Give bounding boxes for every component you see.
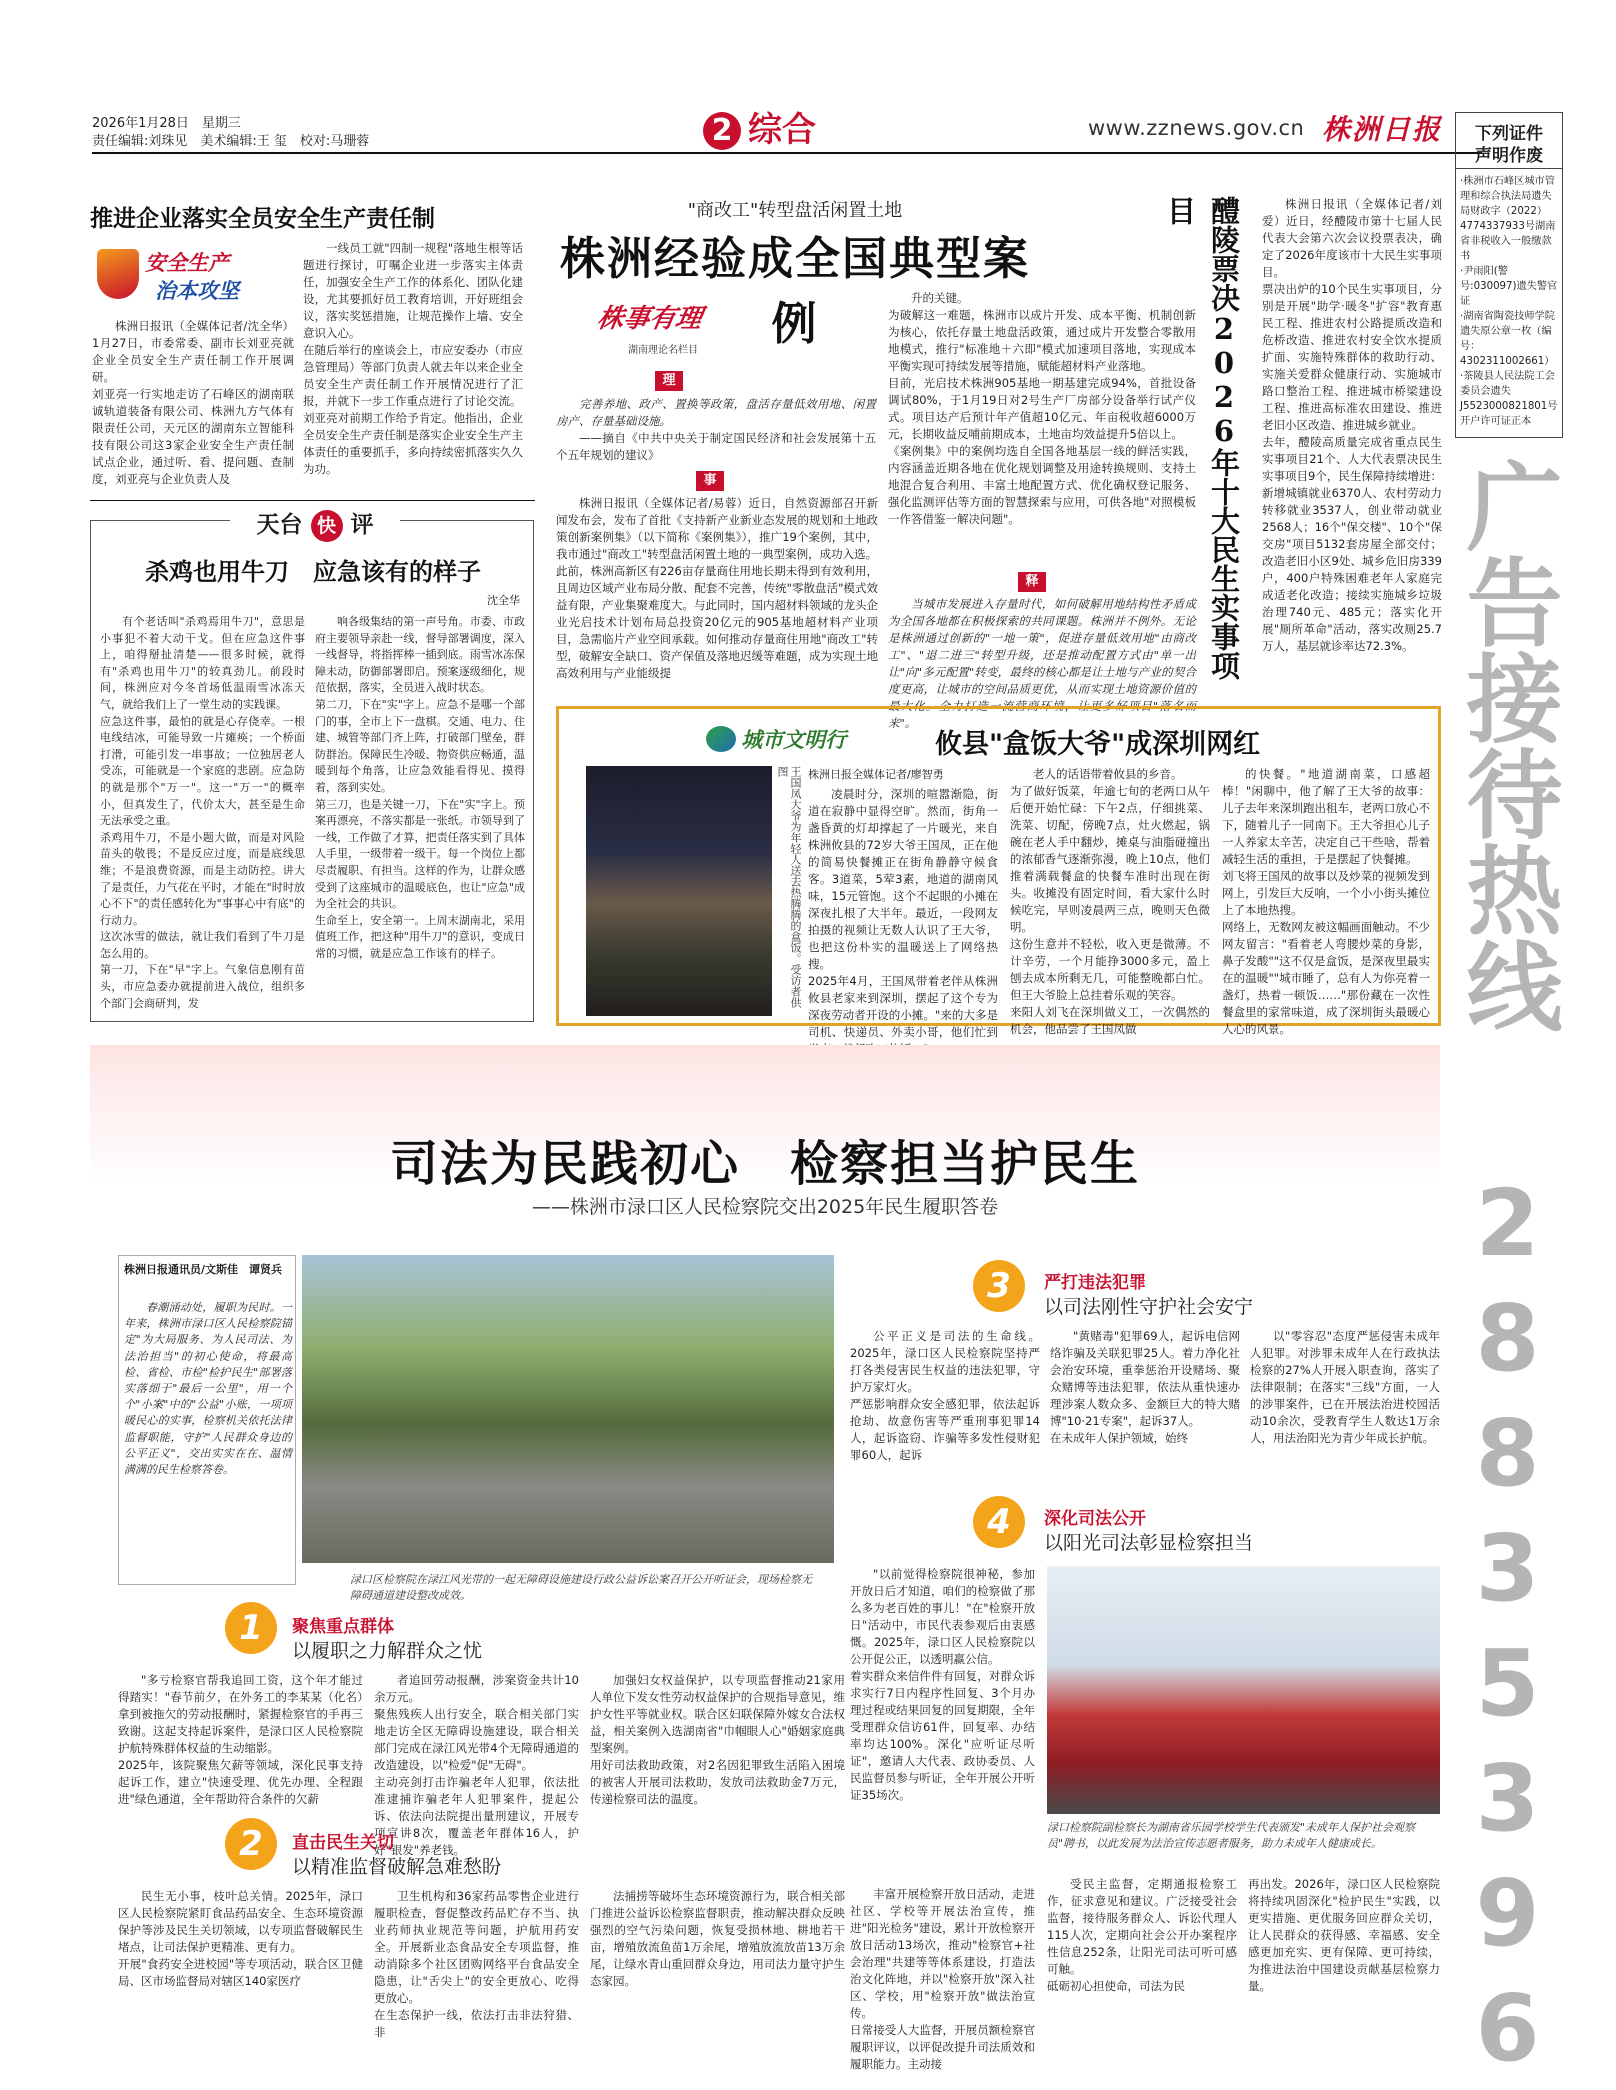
wenming-body-col1: 凌晨时分，深圳的喧嚣渐隐，街道在寂静中显得空旷。然而，街角一盏昏黄的灯却撑起了一片暖光，来自株洲攸县的72岁大爷王国凤，正在他的简易快餐摊正在街角静静守候食客。3道菜，5荤3素，地道的湖南风味，15元管饱。这个不起眼的小摊在深夜扎根了大半年。最近，一段网友拍摄的视频让无数人认识了王大爷，也把这份朴实的温暖送上了网络热搜。 2025年4月，王国凤带着老伴从株洲攸县老家来到深圳，摆起了这个专为深夜劳动者开设的小摊。"来的大多是司机、快递员、外卖小哥，他们忙到 <box>808 787 998 1039</box>
liling-body: 株洲日报讯（全媒体记者/刘爱）近日，经醴陵市第十七届人民代表大会第六次会议投票表决，确定了2026年度该市十大民生实事项目。 票决出炉的10个民生实事项目，分别是开展"助学·暖冬"扩容"教育惠民工程、推进农村公路提质改造和危桥改造、推进农村安全饮水提质扩面、实施特殊群体的救助行动、实施关爱群众健康行动、实施城市路口整治工程、推进城市桥梁建设工程、推进高标准农田建设、推进老旧小区改造、推进城乡就业。 去年，醴陵高质量完成省重点民生实事项目21个、人大代表票决民生实事项目9个，民生保障持续增进：新增城镇就业6370人、农村劳动力转移就业3537人，创业带动就业2568人；16个"保交楼"、10个"保交房"项目5132套房屋全部交付；改造老旧小区9处、城乡危旧房339户，400户特殊困难老年人家庭完成适老化改造；接续实施城乡垃圾治理740元、485元；落实化开展"厕所革命"活动，落实改厕25.7万人，基层就诊率达72.3%。 <box>1262 197 1442 653</box>
column-logo-text: 株事有理 <box>594 304 705 334</box>
section1-number: 1 <box>225 1602 277 1654</box>
section2-body-col3: 法捕捞等破坏生态环境资源行为，联合相关部门推进公益诉讼检察监督职责，推动解决群众反映强烈的空气污染问题，恢复受损林地、耕地若干亩，增殖放流鱼苗1万余尾，增殖放流放苗13万余尾，让绿水青山重回群众身边，用司法力量守护生态家园。 <box>590 1889 845 1988</box>
section2-body-col2: 卫生机构和36家药品零售企业进行履职检查，督促整改药品贮存不当、执业药师执业规范等问题，护航用药安全。开展新业态食品安全专项监督，推动消除多个社区团购网络平台食品安全隐患，让"舌尖上"的安全更放心、吃得更放心。 在生态保护一线，依法打击非法狩猎、非 <box>374 1889 579 2039</box>
section4-body-col1: "以前觉得检察院很神秘，参加开放日后才知道，咱们的检察做了那么多为老百姓的事儿！"在"检察开放日"活动中，市民代表参观后由衷感慨。2025年，渌口区人民检察院以公开促公正，以透明赢公信。 着实群众来信件件有回复，对群众诉求实行7日内程序性回复、3个月办理过程或结果回复的回复期限，全年受理群众信访61件，回复率、办结率均达100%。深化"应听证尽听证"，邀请人大代表、政协委员、人民监督员参与听证，全年开展公开听证35场次。 <box>850 1567 1035 1802</box>
notice-title-line2: 声明作废 <box>1456 141 1562 169</box>
tiantai-logo-end: 评 <box>350 511 374 538</box>
wenming-photo-caption: 王国凤大爷为年轻人送去热腾腾的盒饭。受访者供图 <box>776 766 802 1008</box>
section4-photo <box>1047 1566 1440 1814</box>
section3-body-col2: "黄赌毒"犯罪69人，起诉电信网络诈骗及关联犯罪25人。着力净化社会治安环境，重拳惩治开设赌场、聚众赌博等违法犯罪，依法从重快速办理涉案人数众多、金额巨大的特大赌博"10·21专案"，起诉37人。 在未成年人保护领域，始终 <box>1050 1329 1240 1445</box>
jiancha-intro: 春潮涌动处，履职为民时。一年来，株洲市渌口区人民检察院锚定"为大局服务、为人民司法、为法治担当"的初心使命，将最高检、省检、市检"检护民生"部署落实落细于"最后一公里"，用一个个"小案"中的"公益"小账，一项项暖民心的实事，检察机关依托法律监督职能，守护"人民群众身边的公平正义"，交出实实在在、温情满满的民生检察答卷。 <box>124 1301 292 1477</box>
section2-body-col1: 民生无小事，枝叶总关情。2025年，渌口区人民检察院紧盯食品药品安全、生态环境资源保护等涉及民生关切领域，以专项监督破解民生堵点，让司法保护更精准、更有力。 开展"食药安全进校园"等专项活动，联合区卫健局、区市场监督局对辖区140家医疗 <box>118 1889 363 1988</box>
wenming-headline: 攸县"盒饭大爷"成深圳网红 <box>935 729 1261 760</box>
page-editors: 责任编辑:刘珠见 美术编辑:王 玺 校对:马珊蓉 <box>92 134 370 149</box>
wenming-logo-text: 城市文明行 <box>741 728 847 752</box>
page-number: 2 <box>711 113 733 148</box>
tiantai-author: 沈全华 <box>487 594 520 607</box>
safety-headline: 推进企业落实全员安全生产责任制 <box>90 206 435 232</box>
section2-title: 直击民生关切 <box>292 1833 394 1853</box>
section4-title: 深化司法公开 <box>1044 1509 1146 1529</box>
section3-title: 严打违法犯罪 <box>1044 1273 1146 1293</box>
tiantai-logo <box>230 506 400 546</box>
ad-hotline-number[interactable]: 28835396 <box>1454 1170 1561 2090</box>
section1-title: 聚焦重点群体 <box>292 1617 394 1637</box>
safety-body-col1: 株洲日报讯（全媒体记者/沈全华）1月27日，市委常委、副市长刘亚亮就企业全员安全生产责任制工作开展调研。 刘亚亮一行实地走访了石峰区的湖南联诚轨道装备有限公司、株洲九方气体有限责任公司，天元区的湖南东立智能科技有限公司这3家企业安全生产责任制试点企业，通过听、看、提问题、查制度，刘亚亮与企业负责人及 <box>92 319 294 486</box>
section4-body-col4: 再出发。2026年，渌口区人民检察院将持续巩固深化"检护民生"实践，以更实措施、更优服务回应群众关切，让人民群众的获得感、幸福感、安全感更加充实、更有保障、更可持续，为推进法治中国建设贡献基层检察力量。 <box>1248 1877 1440 1993</box>
main-quote: 完善养地、政产、置换等政策，盘活存量低效用地、闲置房产、存量基础设施。 <box>556 397 876 428</box>
city-civility-icon <box>706 726 736 752</box>
section1-body-col2: 者追回劳动报酬，涉案资金共计10余万元。 聚焦残疾人出行安全，联合相关部门实地走访全区无障碍设施建设，联合相关部门完成在渌江风光带4个无障碍通道的改造建设，以"检爱"促"无碍"。 主动亮剑打击诈骗老年人犯罪，依法批准逮捕诈骗老年人犯罪案件，提起公诉、依法向法院提出量刑建议，开展专项宣讲8次，覆盖老年群体16人，护好"银发"养老钱。 <box>374 1673 579 1857</box>
section2-subtitle: 以精准监督破解急难愁盼 <box>292 1856 502 1878</box>
banner-subtitle: ——株洲市渌口区人民检察院交出2025年民生履职答卷 <box>531 1196 999 1218</box>
section1-body-col1: "多亏检察官帮我追回工资，这个年才能过得踏实！"春节前夕，在外务工的李某某（化名）拿到被拖欠的劳动报酬时，紧握检察官的手再三致谢。这起支持起诉案件，是渌口区人民检察院护航特殊群体权益的生动缩影。 2025年，该院聚焦欠薪等领域，深化民事支持起诉工作，建立"快速受理、优先办理、全程跟进"绿色通道，全年帮助符合条件的欠薪 <box>118 1673 363 1806</box>
tiantai-logo-start: 天台 <box>256 511 303 538</box>
section3-body-col3: 以"零容忍"态度严惩侵害未成年人犯罪。对涉罪未成年人在行政执法检察的27%人开展入职查询，落实了法律限制；在落实"三线"方面，一人的涉罪案件，已在开展法治进校园活动10余次，受教育学生人数达1万余人，用法治阳光为青少年成长护航。 <box>1250 1329 1440 1445</box>
section1-body-col3: 加强妇女权益保护，以专项监督推动21家用人单位下发女性劳动权益保护的合规指导意见，维护女性平等就业权。联合区妇联保障外嫁女合法权益，相关案例入选湖南省"巾帼眼人心"婚姻家庭典型案例。 用好司法救助政策，对2名因犯罪致生活陷入困境的被害人开展司法救助，发放司法救助金7万元，传递检察司法的温度。 <box>590 1673 845 1806</box>
tiantai-body-col2: 响各级集结的第一声号角。市委、市政府主要领导亲赴一线，督导部署调度，深入一线督导，将指挥棒一插到底。雨雪冰冻保障未动，防御部署即启。预案逐级细化，规范依据，落实，全员进入战时状态。 第二刀，下在"实"字上。应急不是哪一个部门的事，全市上下一盘棋。交通、电力、住建、城管等部门齐上阵，打破部门壁垒，群防群治。保障民生冷暖、物资供应畅通，温暖到每个角落，让应急效能看得见、摸得着，落到实处。 第三刀，也是关键一刀，下在"实"字上。预案再漂亮，不落实都是一张纸。市领导到了一线，工作做了才算，把责任落实到了具体人手里，一级带着一级干。每一个岗位上都尽责履职、有担当。这样的作为，让群众感受到了这座城市的温暖底色，也让"应急"成为全社会的共识。 生命至上，安全第一。上周末湖南北，采用值班工作，把这种"用牛刀"的意识，变成日常的习惯，就是应急工作该有的样子。 <box>315 615 525 960</box>
section3-body-col1: 公平正义是司法的生命线。2025年，渌口区人民检察院坚持严打各类侵害民生权益的违法犯罪，守护万家灯火。 严惩影响群众安全感犯罪，依法起诉抢劫、故意伤害等严重刑事犯罪14人，起诉盗窃、诈骗等多发性侵财犯罪60人，起诉 <box>850 1329 1040 1462</box>
tiantai-body-col1: 有个老话叫"杀鸡焉用牛刀"，意思是小事犯不着大动干戈。但在应急这件事上，咱得掰扯清楚——很多时候，就得有"杀鸡也用牛刀"的较真劲儿。前段时间，株洲应对今冬首场低温雨雪冰冻天气，就给我们上了一堂生动的实践课。 应急这件事，最怕的就是心存侥幸。一根电线结冰，可能导致一片瘫痪；一个桥面打滑，可能引发一串事故；一位独居老人受冻，可能就是一个家庭的悲剧。应急防的就是那个"万一"。这一"万一"的概率小，但真发生了，代价太大，甚至是生命无法承受之重。 杀鸡用牛刀，不是小题大做，而是对风险苗头的敬畏；不是反应过度，而是底线思维；不是浪费资源，而是主动防控。讲大了是责任，力气花在平时，才能在"时时放心不下"的责任感转化为"事事心中有底"的行动力。 这次冰雪的做法，就让我们看到了牛刀是怎么用的。 第一刀，下在"早"字上。气象信息刚有苗头，市应急委办就提前进入战位，组织多个部门会商研判，发 <box>100 615 305 1010</box>
safety-logo-line2: 治本攻坚 <box>155 279 239 303</box>
tiantai-logo-badge: 快 <box>311 510 343 542</box>
banner-headline: 司法为民践初心 检察担当护民生 <box>389 1136 1140 1192</box>
wenming-body-col2: 老人的话语带着攸县的乡音。 为了做好饭菜，年逾七旬的老两口从午后便开始忙碌：下午2点，仔细挑菜、洗菜、切配，傍晚7点，灶火燃起，锅碗在老人手中翻炒，摊桌与油脂碰撞出的浓郁香气逐渐弥漫，晚上10点，他们推着满载餐盒的快餐车准时出现在街头。收摊没有固定时间，看大家什么时候吃完，早则凌晨两三点，晚则天色微明。 这份生意并不轻松，收入更是微薄。不计辛劳，一个月能挣3000多元，盈上刨去成本所剩无几，可能整晚都白忙。但王大爷脸上总挂着乐观的笑容。 来阳人刘飞在深圳做义工，一次偶然的机会，他品尝了王国凤做 <box>1010 767 1210 1036</box>
main-body-col2: 升的关键。 为破解这一难题，株洲市以成片开发、成本平衡、机制创新为核心，依托存量土地盘活政策，通过成片开发整合零散用地模式，推行"标准地＋六即"模式加速项目落地，实现成本平衡实现可持续发展等措施，赋能超材料产业落地。 目前，光启技术株洲905基地一期基建完成94%，首批设备调试80%，于1月19日对2号生产厂房部分设备举行试产仪式。项目达产后预计年产值超10亿元、年亩税收超6000万元，长期收益反哺前期成本，土地亩均效益提升5倍以上。 《案例集》中的案例均选自全国各地基层一线的鲜活实践，内容涵盖近期各地在优化规划调整及用途转换规则、支持土地混合复合利用、丰富土地配置方式、优化确权登记服务、强化监测评估等方面的智慧探索与应用，可供各地"对照模板一作答借鉴一解决问题"。 <box>888 291 1196 526</box>
page-date: 2026年1月28日 星期三 <box>92 116 241 131</box>
rule-below-safety <box>90 500 535 501</box>
section2-number: 2 <box>225 1818 277 1870</box>
ad-hotline-label: 广告接待热线 <box>1451 457 1564 1033</box>
main-kicker: "商改工"转型盘活闲置土地 <box>687 200 903 221</box>
notice-body: ·株洲市石峰区城市管理和综合执法局遗失局财政字（2022）4774337933号湖南省非税收入一般缴款书 ·尹雨阳(警号:030097)遗失警官证 ·湖南省陶瓷技师学院遗失原公章一枚（编号：4302311002661） ·茶陵县人民法院工会委员会遗失J5523000821801号开户许可证正本 <box>1460 176 1558 427</box>
main-shi2-body: 当城市发展进入存量时代，如何破解用地结构性矛盾成为全国各地都在积极探索的共同课题。株洲并不例外。无论是株洲通过创新的"一地一策"，促进存量低效用地"由商改工"、"退二进三"转型升级，还是推动配置方式由"单一出让"向"多元配置"转变，最终的核心都是让土地与产业的契合度更高，让城市的空间品质更优，从而实现土地资源价值的最大化。全力打造一流营商环境，让更多好项目"落名而来"。 <box>888 597 1196 730</box>
wenming-photo <box>586 766 772 1016</box>
main-shi-body: 株洲日报讯（全媒体记者/易蓉）近日，自然资源部召开新闻发布会，发布了首批《支持新产业新业态发展的规划和土地政策创新案例集》（以下简称《案例集》），推广19个案例，其中，我市通过"商改工"转型盘活闲置土地的一典型案例，成功入选。 此前，株洲高新区有226亩存量商住用地长期未得到有效利用，且周边区域产业布局分散、配套不完善，传统"零散盘活"模式效益有限，产业集聚难度大。与此同时，国内超材料领域的龙头企业光启技术计划布局总投资20亿元的905基地超材料产业项目，急需临片产业空间承载。如何推动存量商住用地"商改工"转型，破解安全缺口、资产保值及落地迟缓等难题，成为实现土地高效利用与产业能级提 <box>556 496 878 680</box>
tag-li: 理 <box>655 371 683 391</box>
jiancha-photo-caption: 渌口区检察院在渌江风光带的一起无障碍设施建设行政公益诉讼案召开公开听证会，现场检察无障碍通道建设整改成效。 <box>350 1573 812 1602</box>
section-title: 综合 <box>748 110 816 150</box>
shield-icon <box>97 249 139 299</box>
section4-photo-caption: 渌口检察院副检察长为湖南省乐园学校学生代表颁发"未成年人保护社会观察员"聘书，以此发展为法治宣传志愿者服务，助力未成年人健康成长。 <box>1047 1821 1416 1850</box>
section3-number: 3 <box>973 1260 1025 1312</box>
tiantai-headline: 杀鸡也用牛刀 应急该有的样子 <box>145 557 481 586</box>
paper-logo: 株洲日报 <box>1322 113 1443 146</box>
section4-subtitle: 以阳光司法彰显检察担当 <box>1044 1532 1254 1554</box>
wenming-logo <box>706 724 896 758</box>
liling-headline: 醴陵票决2026年十大民生实事项目 <box>1163 196 1241 680</box>
section4-body-col2: 丰富开展检察开放日活动，走进社区、学校等开展法治宣传，推进"阳光检务"建设，累计开放检察开放日活动13场次，推动"检察官+社会治理"共建等等体系建设，打造法治文化阵地，并以"检察开放"深入社区、学校，用"检察开放"做法治宣传。 日常接受人大监督，开展员额检察官履职评议，以评促改提升司法质效和履职能力。主动接 <box>850 1887 1035 2071</box>
main-quote-source: ——摘自《中共中央关于制定国民经济和社会发展第十五个五年规划的建议》 <box>556 431 876 462</box>
section3-subtitle: 以司法刚性守护社会安宁 <box>1044 1296 1254 1318</box>
tag-shi: 事 <box>696 471 724 491</box>
jiancha-main-photo <box>302 1255 834 1563</box>
column-logo <box>594 298 748 360</box>
jiancha-byline: 株洲日报通讯员/文斯佳 谭贤兵 <box>124 1263 283 1276</box>
wenming-body-col3: 的快餐。"地道湖南菜，口感超棒！"闲聊中，他了解了王大爷的故事：儿子去年来深圳跑出租车，老两口放心不下，随着儿子一同南下。王大爷担心儿子一人养家太辛苦，决定自己干些啥，帮着减轻生活的重担，于是摆起了快餐摊。 刘飞将王国凤的故事以及炒菜的视频发到网上，引发巨大反响，一个小小街头摊位上了本地热搜。 网络上，无数网友被这幅画面触动。不少网友留言："看着老人弯腰炒菜的身影，鼻子发酸""这不仅是盒饭，是深夜里最实在的温暖""城市睡了，总有人为你亮着一盏灯，热着一顿饭……"那份藏在一次性餐盒里的家常味道，成了深圳街头最暖心人心的风景。 <box>1222 767 1430 1036</box>
page-number-badge <box>703 112 741 150</box>
tag-shi2: 释 <box>1018 572 1046 592</box>
notice-box <box>1455 112 1563 438</box>
main-headline: 株洲经验成全国典型案例 <box>559 232 1030 350</box>
safety-body-col2: 一线员工就"四制一规程"落地生根等话题进行探讨，叮嘱企业进一步落实主体责任，加强安全生产工作的体系化、团队化建设，尤其要抓好员工教育培训，开好班组会议，落实奖惩措施，让规范操作上墙、安全意识入心。 在随后举行的座谈会上，市应安委办（市应急管理局）等部门负责人就去年以来企业全员安全生产责任制工作开展情况进行了汇报，并就下一步工作重点进行了讨论交流。 刘亚亮对前期工作给予肯定。他指出，企业全员安全生产责任制是落实企业安全生产主体责任的重要抓手，多向持续密抓落实久久为功。 <box>303 241 523 476</box>
section4-body-col3: 受民主监督，定期通报检察工作，征求意见和建议。广泛接受社会监督，接待服务群众人、诉讼代理人115人次，定期向社会公开办案程序性信息252条，让阳光司法可听可感可触。 砥砺初心担使命，司法为民 <box>1047 1877 1237 1993</box>
section1-subtitle: 以履职之力解群众之忧 <box>292 1640 483 1662</box>
section4-number: 4 <box>973 1496 1025 1548</box>
site-url[interactable]: www.zznews.gov.cn <box>1088 116 1305 140</box>
safety-logo <box>97 245 282 307</box>
header-rule <box>92 152 1482 154</box>
notice-title-line1: 下列证件 <box>1475 124 1543 144</box>
column-logo-sub: 湖南理论名栏目 <box>628 345 698 356</box>
safety-logo-line1: 安全生产 <box>145 251 229 275</box>
wenming-byline: 株洲日报全媒体记者/廖智勇 <box>808 768 944 781</box>
